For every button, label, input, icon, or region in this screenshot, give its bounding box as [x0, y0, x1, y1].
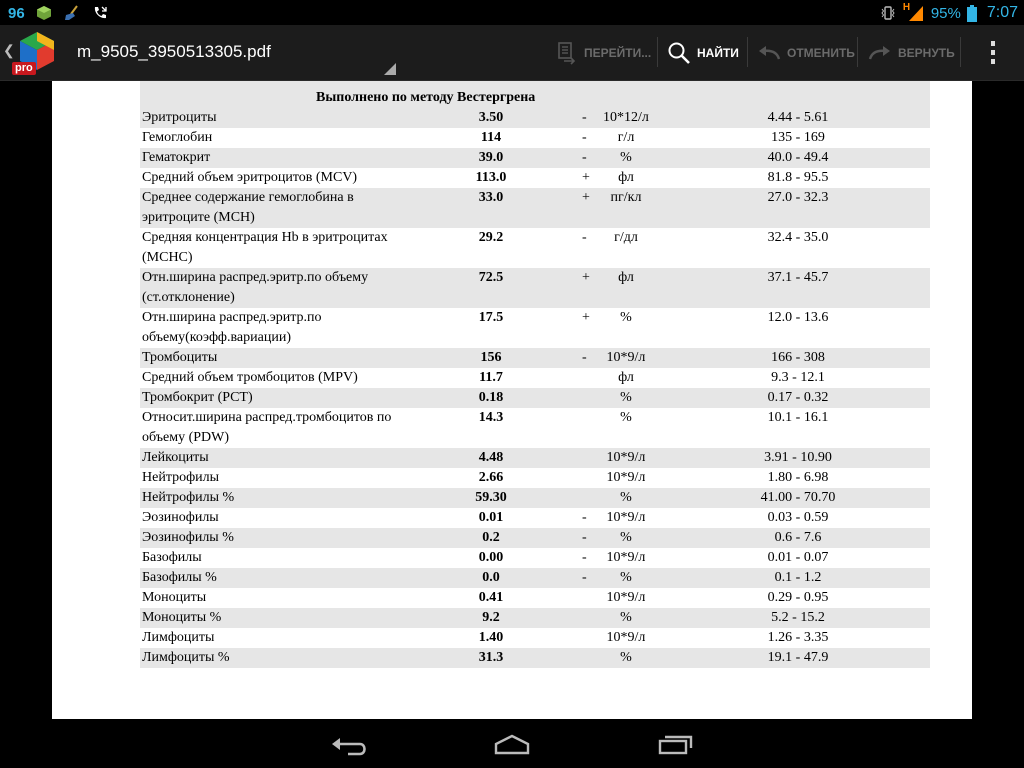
cell-unit: %: [620, 410, 632, 425]
cell-ref: 3.91 - 10.90: [666, 448, 930, 468]
goto-page-icon: [556, 41, 578, 65]
cell-flag: +: [580, 188, 586, 228]
cell-value: 0.41: [478, 590, 504, 605]
cell-value: 113.0: [475, 170, 507, 185]
signal-icon: [903, 4, 925, 22]
cell-ref: 135 - 169: [771, 130, 825, 145]
cell-flag: -: [582, 550, 587, 565]
cell-unit: 10*9/л: [606, 510, 646, 525]
cell-unit: 10*9/л: [606, 630, 646, 645]
cell-value: 72.5: [402, 268, 580, 308]
cell-value: 39.0: [402, 148, 580, 168]
table-row: [140, 268, 930, 308]
up-caret-icon[interactable]: ❮: [3, 42, 15, 58]
undo-icon: [757, 43, 781, 63]
table-row: [140, 648, 930, 668]
cell-flag: -: [580, 108, 586, 128]
cell-unit: %: [586, 388, 666, 408]
cell-name: Среднее содержание гемоглобина в эритроците (MCH): [140, 188, 402, 228]
cell-value: 114: [480, 130, 502, 145]
undo-button[interactable]: [757, 25, 855, 80]
cell-unit: 10*9/л: [606, 470, 646, 485]
cell-value: 31.3: [402, 648, 580, 668]
table-row: [140, 588, 930, 608]
cell-flag: +: [582, 170, 590, 185]
cell-ref: 81.8 - 95.5: [767, 170, 829, 185]
table-row: [140, 608, 930, 628]
cell-ref: 27.0 - 32.3: [666, 188, 930, 228]
navigation-bar: [0, 719, 1024, 768]
cell-ref: 12.0 - 13.6: [767, 310, 829, 325]
cell-ref: 0.1 - 1.2: [666, 568, 930, 588]
table-row: [140, 408, 930, 448]
redo-label: ВЕРНУТЬ: [898, 45, 955, 60]
cell-ref: 0.6 - 7.6: [666, 528, 930, 548]
cell-unit: 10*9/л: [606, 550, 646, 565]
table-row: [140, 568, 930, 588]
status-bar: [0, 0, 1024, 25]
cell-name: Эритроциты: [140, 108, 402, 128]
back-button[interactable]: [320, 729, 380, 759]
cell-value: 0.18: [402, 388, 580, 408]
cell-value: 0.2: [402, 528, 580, 548]
cell-name: Моноциты %: [140, 608, 402, 628]
cell-name: Тромбоциты: [140, 348, 402, 368]
notification-count: 96: [8, 4, 25, 22]
cell-name: Отн.ширина распред.эритр.по объему(коэфф.вариации): [142, 310, 322, 345]
recent-apps-button[interactable]: [645, 729, 705, 759]
cell-flag: -: [580, 568, 586, 588]
cell-value: 14.3: [478, 410, 504, 425]
action-bar: [0, 25, 1024, 81]
cell-unit: фл: [618, 370, 634, 385]
app-logo-icon[interactable]: [12, 28, 62, 78]
results-table: [140, 81, 930, 668]
cell-name: Средний объем тромбоцитов (MPV): [142, 370, 358, 385]
cell-unit: г/дл: [614, 230, 638, 245]
table-row: [140, 108, 930, 128]
table-row: [140, 548, 930, 568]
cell-value: 17.5: [478, 310, 504, 325]
cell-unit: пг/кл: [586, 188, 666, 228]
cell-ref: 40.0 - 49.4: [666, 148, 930, 168]
cell-unit: фл: [618, 170, 634, 185]
recent-apps-icon: [655, 732, 695, 756]
cell-ref: 32.4 - 35.0: [767, 230, 829, 245]
cell-flag: -: [582, 130, 587, 145]
cell-flag: -: [580, 148, 586, 168]
home-icon: [492, 732, 532, 756]
cell-ref: 166 - 308: [666, 348, 930, 368]
table-row: [140, 308, 930, 348]
goto-button[interactable]: [556, 25, 651, 80]
search-icon: [667, 41, 691, 65]
cell-name: Моноциты: [142, 590, 207, 605]
cell-ref: 37.1 - 45.7: [666, 268, 930, 308]
table-row: [140, 508, 930, 528]
missed-call-icon: [91, 4, 109, 22]
table-row: [140, 448, 930, 468]
cell-unit: %: [620, 310, 632, 325]
battery-icon: [967, 5, 977, 22]
cell-name: Базофилы %: [140, 568, 402, 588]
cell-ref: 1.80 - 6.98: [767, 470, 829, 485]
cell-unit: 10*9/л: [586, 448, 666, 468]
table-row: [140, 128, 930, 148]
title-spinner-indicator: [384, 63, 396, 75]
cell-value: 156: [402, 348, 580, 368]
cell-ref: 0.17 - 0.32: [666, 388, 930, 408]
home-button[interactable]: [482, 729, 542, 759]
table-row: [140, 488, 930, 508]
cell-name: Эозинофилы: [142, 510, 219, 525]
cell-name: Гемоглобин: [142, 130, 213, 145]
cell-value: 11.7: [479, 370, 503, 385]
find-button[interactable]: [667, 25, 739, 80]
cell-ref: 9.3 - 12.1: [771, 370, 825, 385]
cell-flag: -: [580, 348, 586, 368]
battery-percent: 95%: [930, 4, 961, 22]
cell-unit: 10*9/л: [586, 348, 666, 368]
cell-value: 0.0: [402, 568, 580, 588]
find-label: НАЙТИ: [697, 45, 739, 60]
table-row: [140, 388, 930, 408]
separator: [657, 37, 658, 67]
cell-value: 29.2: [478, 230, 504, 245]
clock: 7:07: [986, 4, 1018, 21]
cell-flag: +: [580, 268, 586, 308]
cell-value: 4.48: [402, 448, 580, 468]
separator: [747, 37, 748, 67]
document-title[interactable]: m_9505_3950513305.pdf: [77, 42, 271, 61]
separator: [960, 37, 961, 67]
table-row: [140, 528, 930, 548]
cell-name: Лимфоциты %: [140, 648, 402, 668]
cell-unit: 10*9/л: [606, 590, 646, 605]
cell-value: 3.50: [402, 108, 580, 128]
cell-ref: 4.44 - 5.61: [666, 108, 930, 128]
cleaner-icon: [63, 4, 81, 22]
goto-label: ПЕРЕЙТИ...: [584, 45, 652, 60]
network-type-label: H: [902, 2, 911, 13]
cell-ref: 1.26 - 3.35: [767, 630, 829, 645]
cell-unit: %: [586, 148, 666, 168]
cell-value: 59.30: [402, 488, 580, 508]
cell-name: Нейтрофилы %: [140, 488, 402, 508]
cell-ref: 0.29 - 0.95: [767, 590, 829, 605]
cell-ref: 5.2 - 15.2: [666, 608, 930, 628]
cell-value: 2.66: [478, 470, 504, 485]
cell-ref: 0.03 - 0.59: [767, 510, 829, 525]
undo-label: ОТМЕНИТЬ: [787, 45, 855, 60]
table-row: [140, 148, 930, 168]
cell-unit: фл: [586, 268, 666, 308]
table-row: [140, 368, 930, 388]
cell-name: Средний объем эритроцитов (MCV): [142, 170, 358, 185]
cell-name: Гематокрит: [140, 148, 402, 168]
cell-name: Нейтрофилы: [142, 470, 220, 485]
cell-name: Эозинофилы %: [140, 528, 402, 548]
cell-ref: 0.01 - 0.07: [767, 550, 829, 565]
cell-value: 0.01: [478, 510, 504, 525]
cell-value: 9.2: [402, 608, 580, 628]
cell-flag: -: [582, 230, 587, 245]
back-icon: [330, 732, 370, 756]
redo-icon: [868, 43, 892, 63]
cell-unit: 10*12/л: [586, 108, 666, 128]
cell-unit: %: [586, 608, 666, 628]
pro-badge: pro: [12, 62, 36, 75]
cell-ref: 10.1 - 16.1: [767, 410, 829, 425]
cell-ref: 41.00 - 70.70: [666, 488, 930, 508]
cell-flag: -: [580, 528, 586, 548]
vibrate-icon: [879, 4, 897, 22]
table-row: [140, 468, 930, 488]
cell-unit: %: [586, 488, 666, 508]
cell-unit: %: [586, 568, 666, 588]
cell-flag: +: [582, 310, 590, 325]
table-row: [140, 168, 930, 188]
method-note-row: [140, 81, 930, 108]
app-notification-icon: [35, 4, 53, 22]
cell-unit: г/л: [617, 130, 635, 145]
pdf-page[interactable]: [52, 81, 972, 719]
cell-value: 0.00: [478, 550, 504, 565]
cell-unit: %: [586, 648, 666, 668]
cell-name: Лейкоциты: [140, 448, 402, 468]
cell-name: Тромбокрит (PCT): [140, 388, 402, 408]
table-row: [140, 188, 930, 228]
table-row: [140, 348, 930, 368]
method-note: Выполнено по методу Вестергрена: [140, 81, 930, 108]
redo-button[interactable]: [868, 25, 955, 80]
cell-ref: 19.1 - 47.9: [666, 648, 930, 668]
cell-name: Отн.ширина распред.эритр.по объему (ст.отклонение): [140, 268, 402, 308]
cell-value: 1.40: [478, 630, 504, 645]
cell-flag: -: [582, 510, 587, 525]
cell-unit: %: [586, 528, 666, 548]
cell-name: Относит.ширина распред.тромбоцитов по объему (PDW): [142, 410, 392, 445]
table-row: [140, 628, 930, 648]
overflow-menu-icon[interactable]: [983, 25, 1003, 80]
separator: [857, 37, 858, 67]
table-row: [140, 228, 930, 268]
cell-name: Базофилы: [142, 550, 202, 565]
cell-name: Лимфоциты: [142, 630, 215, 645]
cell-name: Средняя концентрация Hb в эритроцитах (MCHC): [142, 230, 388, 265]
cell-value: 33.0: [402, 188, 580, 228]
